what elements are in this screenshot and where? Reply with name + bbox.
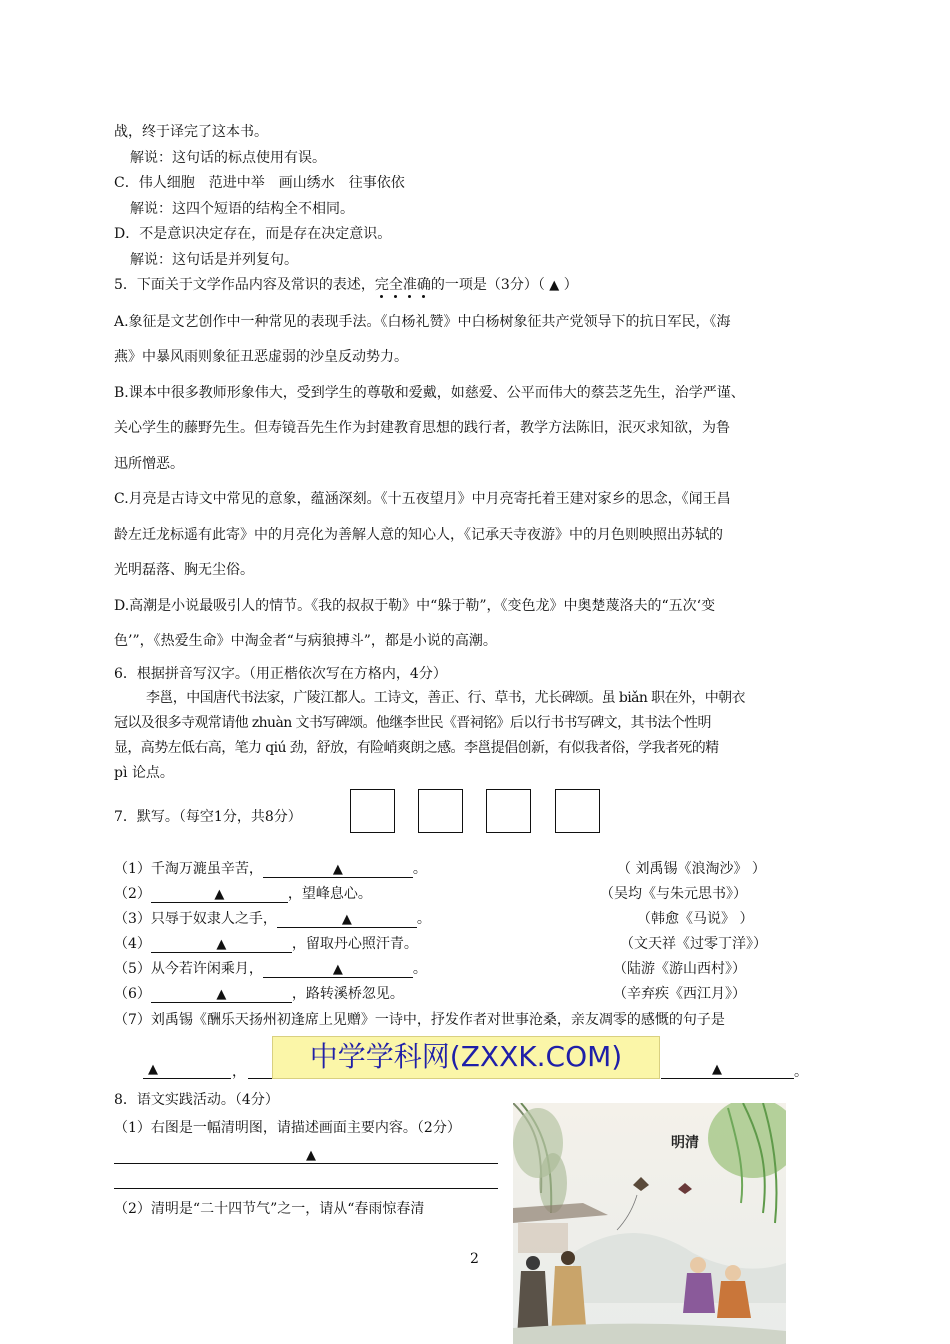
q7-item-text: （5）从今若许闲乘月， <box>114 961 263 977</box>
q7-source-6: （辛弃疾《西江月》） <box>613 986 746 1002</box>
q4-b-continuation: 战，终于译完了这本书。 <box>114 124 268 140</box>
q7-source-1: （ 刘禹锡《浪淘沙》 ） <box>617 861 766 877</box>
q8-stem: 8．语文实践活动。（4分） <box>114 1092 279 1108</box>
q5-stem-end: ） <box>559 277 578 293</box>
q6-passage-line2: 冠以及很多寺观常请他 zhuàn 文书写碑颂。他继李世民《晋祠铭》后以行书书写碑文，其书法个性明 <box>114 715 711 731</box>
answer-marker-icon: ▲ <box>332 962 343 977</box>
fill-blank[interactable] <box>143 1078 231 1079</box>
q7-item-text: ，留取丹心照汗青。 <box>291 936 418 952</box>
q6-stem: 6．根据拼音写汉字。（用正楷依次写在方格内，4分） <box>114 666 447 682</box>
q7-item-text: （3）只辱于奴隶人之手， <box>114 911 277 927</box>
q7-item-text: （4） <box>114 936 151 952</box>
q7-comma: ， <box>232 1064 246 1080</box>
answer-box-3[interactable] <box>486 789 531 833</box>
q7-item-6 <box>114 984 404 1004</box>
q7-item-text: （1）千淘万漉虽辛苦， <box>114 861 263 877</box>
q5-option-c-line1: C.月亮是古诗文中常见的意象，蕴涵深刻。《十五夜望月》中月亮寄托着王建对家乡的思念，《闻王昌 <box>114 491 731 507</box>
q5-option-b-line2: 关心学生的藤野先生。但寿镜吾先生作为封建教育思想的践行者，教学方法陈旧，泯灭求知欲，为鲁 <box>114 420 730 436</box>
qingming-illustration-svg <box>513 1103 786 1344</box>
q5-option-b-line1: B.课本中很多教师形象伟大，受到学生的尊敬和爱戴，如慈爱、公平而伟大的蔡芸芝先生，治学严谨、 <box>114 385 745 401</box>
answer-box-4[interactable] <box>555 789 600 833</box>
q7-item-3 <box>114 909 431 929</box>
emphasis-char: 确 <box>416 277 431 293</box>
emphasis-char: 完 <box>374 277 389 293</box>
fill-blank[interactable] <box>151 885 288 903</box>
q7-item-text: （2） <box>114 886 151 902</box>
q6-passage-line4: pì 论点。 <box>114 765 174 781</box>
q8-sub1: （1）右图是一幅清明图，请描述画面主要内容。（2分） <box>114 1120 461 1136</box>
answer-marker-icon: ▲ <box>341 912 352 927</box>
q8-sub2: （2）清明是“二十四节气”之一，请从“春雨惊春清 <box>114 1201 425 1217</box>
q7-period: 。 <box>794 1064 808 1080</box>
q7-item-text: 。 <box>412 961 427 977</box>
answer-marker-icon: ▲ <box>549 278 560 293</box>
answer-marker-icon: ▲ <box>306 1148 316 1163</box>
q5-option-a-line2: 燕》中暴风雨则象征丑恶虚弱的沙皇反动势力。 <box>114 349 408 365</box>
q7-item-1 <box>114 859 427 879</box>
picture-caption: 明清 <box>671 1135 699 1151</box>
answer-marker-icon: ▲ <box>214 887 225 902</box>
fill-blank[interactable] <box>151 935 292 953</box>
fill-blank[interactable] <box>661 1078 794 1079</box>
q7-item-text: ，路转溪桥忽见。 <box>291 986 404 1002</box>
q5-option-b-line3: 迅所憎恶。 <box>114 456 184 472</box>
fill-blank[interactable] <box>151 985 292 1003</box>
qingming-illustration <box>513 1103 786 1344</box>
answer-marker-icon: ▲ <box>148 1062 158 1077</box>
emphasis-char: 全 <box>388 277 403 293</box>
q6-passage-line1: 李邕，中国唐代书法家，广陵江都人。工诗文，善正、行、草书，尤长碑颂。虽 biǎn 职在外，中朝衣 <box>146 690 745 706</box>
q4-option-d: D．不是意识决定存在，而是存在决定意识。 <box>114 226 392 242</box>
q7-item-text: （6） <box>114 986 151 1002</box>
answer-box-2[interactable] <box>418 789 463 833</box>
q5-option-d-line2: 色’”，《热爱生命》中淘金者“与病狼搏斗”，都是小说的高潮。 <box>114 633 497 649</box>
q4-c-explanation: 解说：这四个短语的结构全不相同。 <box>130 201 354 217</box>
q7-item-2 <box>114 884 372 904</box>
watermark-logo: 中学学科网(ZXXK.COM) <box>272 1036 660 1079</box>
q7-item-text: ，望峰息心。 <box>287 886 372 902</box>
answer-line[interactable] <box>114 1188 498 1189</box>
q5-stem-mid: 的一项是（3分）（ <box>430 277 550 293</box>
q5-stem <box>114 275 578 296</box>
q7-stem: 7．默写。（每空1分，共8分） <box>114 809 302 825</box>
page-number: 2 <box>470 1251 479 1267</box>
emphasis-char: 准 <box>402 277 417 293</box>
q4-b-explanation: 解说：这句话的标点使用有误。 <box>130 150 326 166</box>
q5-option-c-line2: 龄左迁龙标遥有此寄》中的月亮化为善解人意的知心人，《记承天寺夜游》中的月色则映照出苏轼的 <box>114 527 723 543</box>
fill-blank[interactable] <box>263 960 413 978</box>
answer-box-1[interactable] <box>350 789 395 833</box>
q6-passage-line3: 显，高势左低右高，笔力 qiú 劲，舒放，有险峭爽朗之感。李邕提倡创新，有似我者俗，学我者死的精 <box>114 740 719 756</box>
q7-item-text: 。 <box>412 861 427 877</box>
q5-option-a-line1: A.象征是文艺创作中一种常见的表现手法。《白杨礼赞》中白杨树象征共产党领导下的抗日军民，《海 <box>114 314 731 330</box>
fill-blank[interactable] <box>263 860 413 878</box>
q4-d-explanation: 解说：这句话是并列复句。 <box>130 252 298 268</box>
q5-option-c-line3: 光明磊落、胸无尘俗。 <box>114 562 254 578</box>
fill-blank[interactable] <box>248 1078 274 1079</box>
q5-stem-start: 5．下面关于文学作品内容及常识的表述， <box>114 277 375 293</box>
q7-source-2: （吴均《与朱元思书》） <box>600 886 747 902</box>
answer-marker-icon: ▲ <box>216 937 227 952</box>
q5-option-d-line1: D.高潮是小说最吸引人的情节。《我的叔叔于勒》中“躲于勒”，《变色龙》中奥楚蔑洛夫的“五次‘变 <box>114 598 716 614</box>
answer-marker-icon: ▲ <box>332 862 343 877</box>
answer-marker-icon: ▲ <box>216 987 227 1002</box>
q7-item-4 <box>114 934 418 954</box>
q7-source-4: （文天祥《过零丁洋》） <box>620 936 767 952</box>
q7-item-5 <box>114 959 427 979</box>
fill-blank[interactable] <box>277 910 417 928</box>
q7-item-text: 。 <box>416 911 431 927</box>
q4-option-c: C．伟人细胞 范进中举 画山绣水 往事依依 <box>114 175 405 191</box>
answer-marker-icon: ▲ <box>712 1062 722 1077</box>
q7-item-7: （7）刘禹锡《酬乐天扬州初逢席上见赠》一诗中，抒发作者对世事沧桑，亲友凋零的感慨的句子是 <box>114 1012 725 1028</box>
q7-source-5: （陆游《游山西村》） <box>613 961 746 977</box>
q7-source-3: （韩愈《马说》 ） <box>637 911 754 927</box>
